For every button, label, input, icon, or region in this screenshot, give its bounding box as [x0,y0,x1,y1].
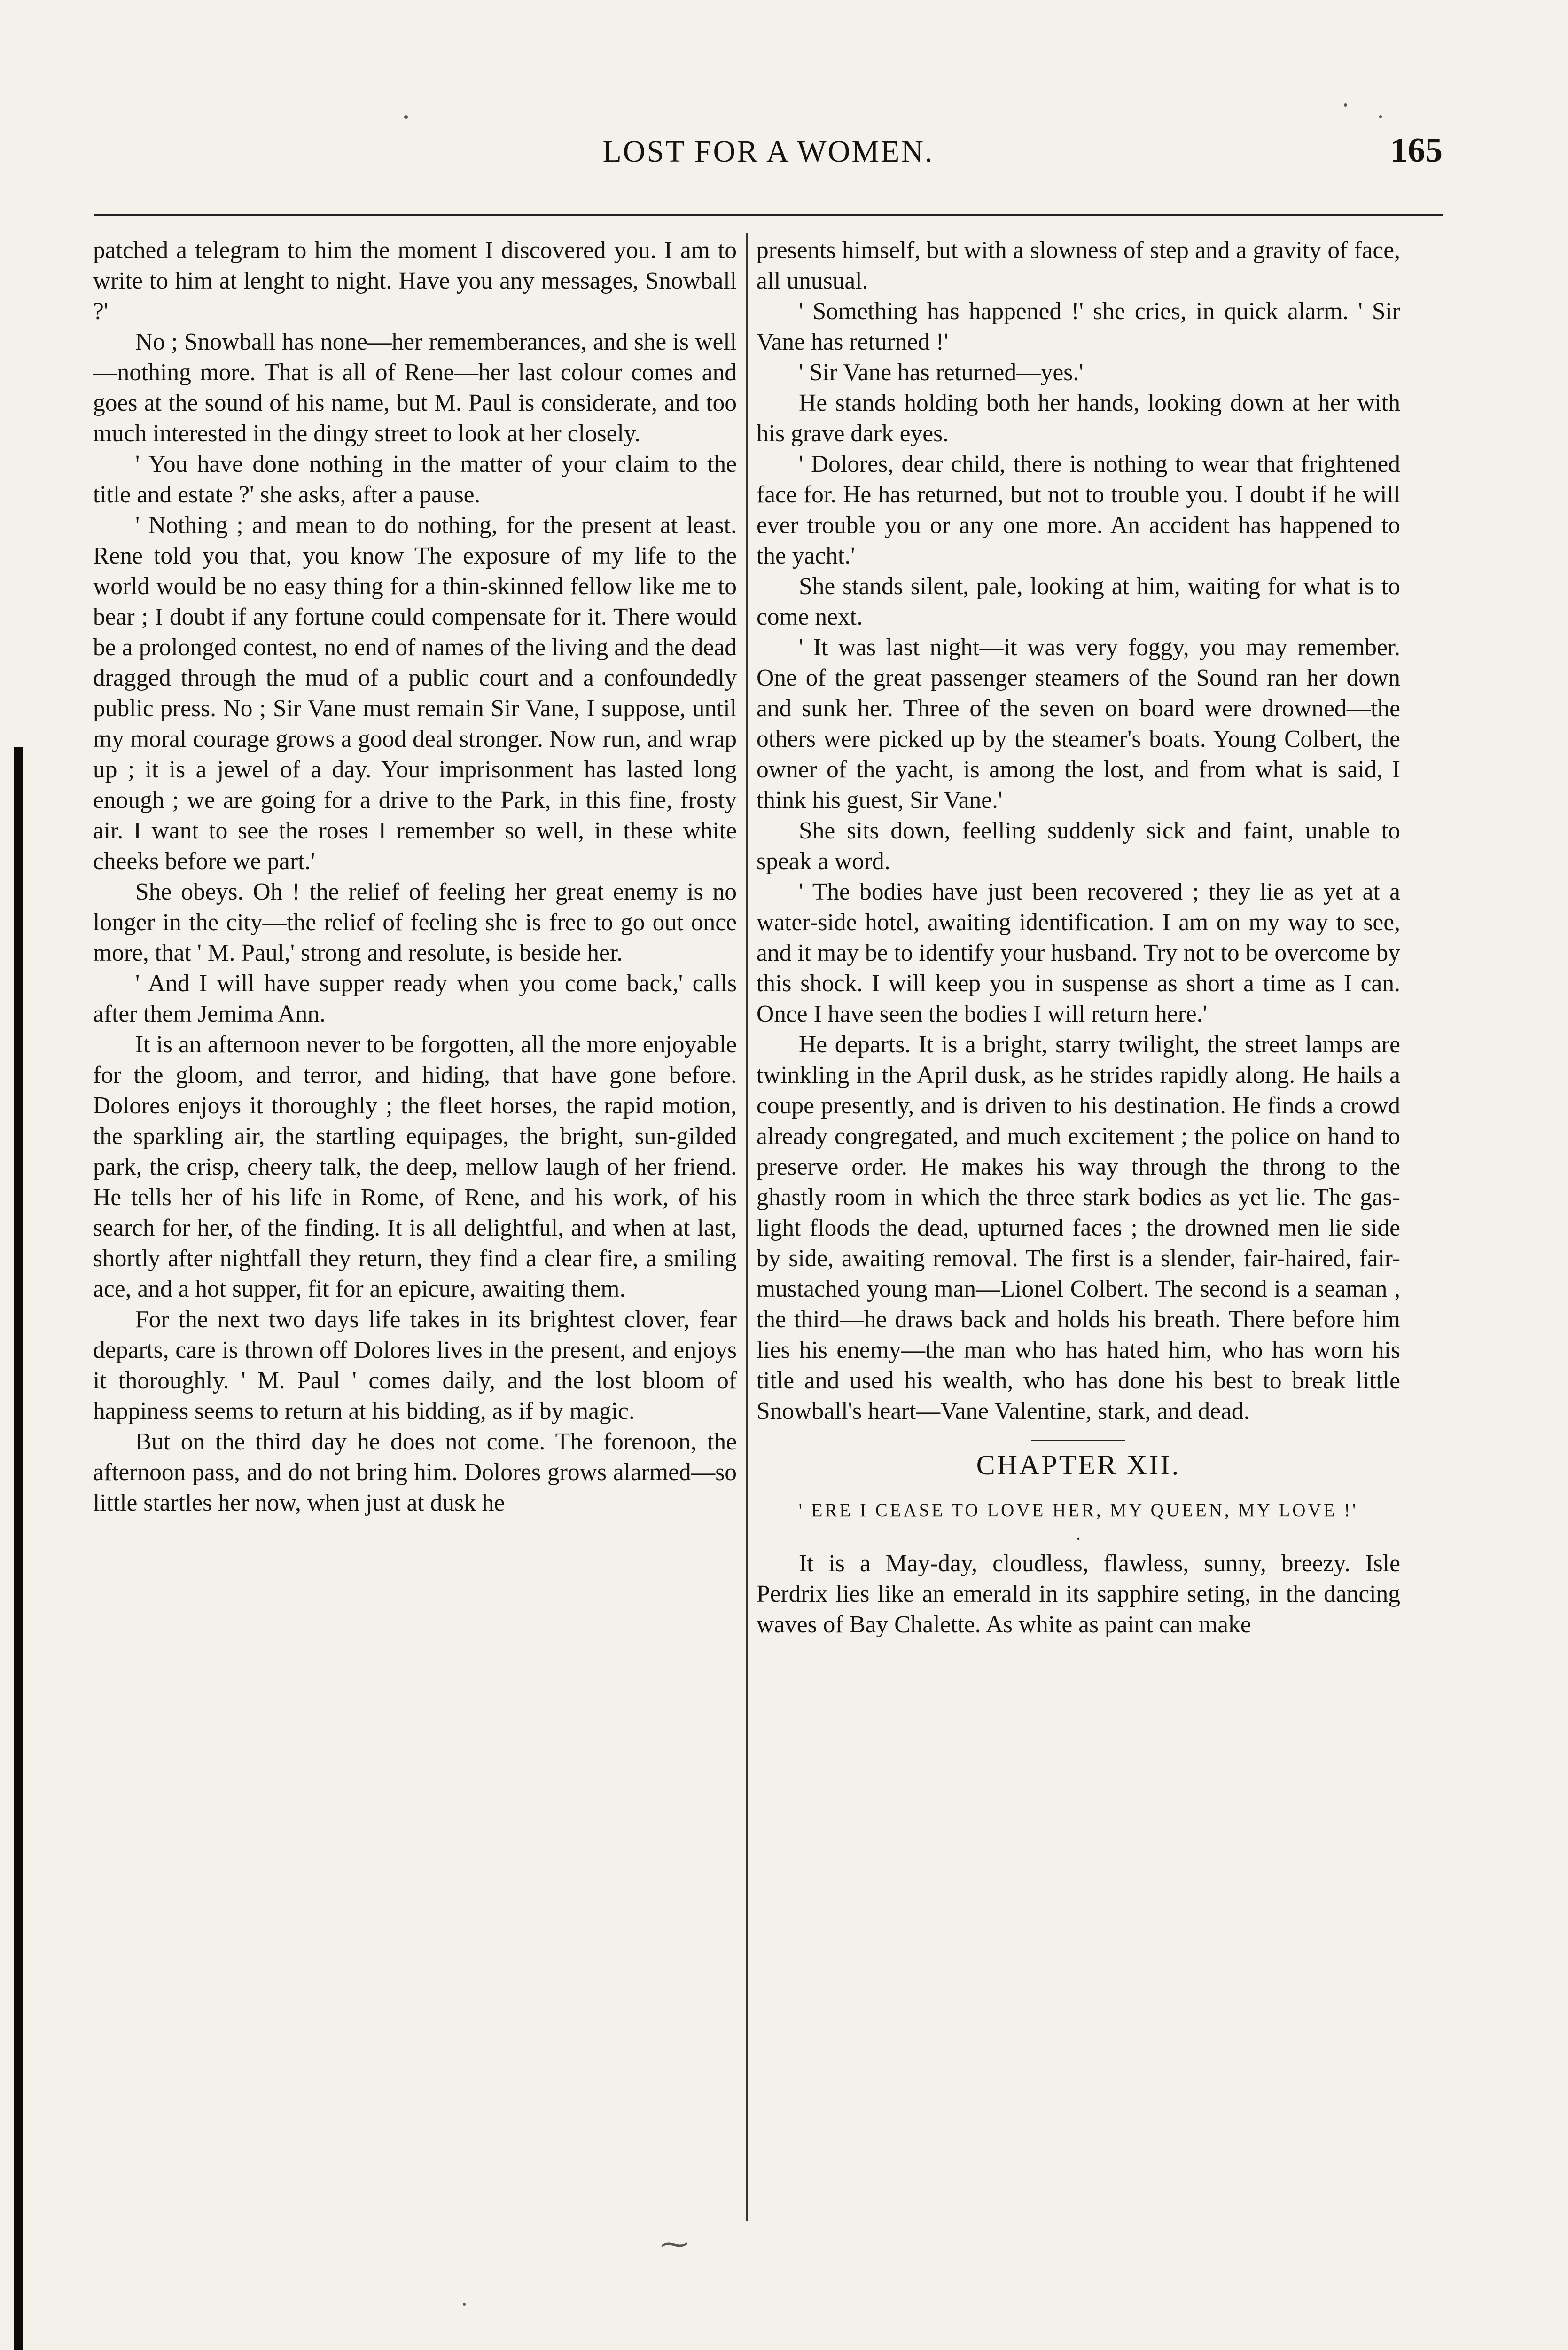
paragraph: ' Nothing ; and mean to do nothing, for the present at least. Rene told you that, you know The exposure of my life to the world would be no easy thing for a thin-skinned fellow like me to bear ; I doubt if any fortune could compensate for it. There would be a prolonged contest, no end of names of the living and the dead dragged through the mud of a public court and a confoundedly public press. No ; Sir Vane must remain Sir Vane, I suppose, until my moral courage grows a good deal stronger. Now run, and wrap up ; it is a jewel of a day. Your imprisonment has lasted long enough ; we are going for a drive to the Park, in this fine, frosty air. I want to see the roses I remember so well, in these white cheeks before we part.' [93,512,737,875]
page-number: 165 [1390,131,1443,170]
printer-mark: ⁓ [660,2229,688,2260]
binding-edge-mark [14,747,23,2350]
paragraph: patched a telegram to him the moment I discovered you. I am to write to him at lenght to night. Have you any messages, Snowball ?' [93,237,737,325]
left-column [93,235,737,1518]
column-divider [746,233,748,2221]
paragraph: But on the third day he does not come. The forenoon, the afternoon pass, and do not bring him. Dolores grows alarmed—so little startles her now, when just at dusk he [93,1428,737,1516]
paragraph: ' You have done nothing in the matter of your claim to the title and estate ?' she asks, after a pause. [93,451,737,508]
paragraph: ' The bodies have just been recovered ; they lie as yet at a water-side hotel, awaiting identification. I am on my way to see, and it may be to identify your husband. Try not to be overcome by this shock. I will keep you in suspense as short a time as I can. Once I have seen the bodies I will return here.' [757,878,1400,1027]
paragraph: It is an afternoon never to be forgotten, all the more enjoyable for the gloom, and terror, and hiding, that have gone before. Dolores enjoys it thoroughly ; the fleet horses, the rapid motion, the sparkling air, the startling equipages, the bright, sun-gilded park, the crisp, cheery talk, the deep, mellow laugh of her friend. He tells her of his life in Rome, of Rene, and his work, of his search for her, of the finding. It is all delightful, and when at last, shortly after nightfall they return, they find a clear fire, a smiling ace, and a hot supper, fit for an epicure, awaiting them. [93,1031,737,1302]
chapter-epigraph: ' ERE I CEASE TO LOVE HER, MY QUEEN, MY LOVE !' [798,1500,1358,1520]
running-head: LOST FOR A WOMEN. [602,134,934,169]
paragraph: No ; Snowball has none—her rememberances, and she is well—nothing more. That is all of Rene—her last colour comes and goes at the sound of his name, but M. Paul is considerate, and too much interested in the dingy street to look at her closely. [93,329,737,447]
paragraph: She obeys. Oh ! the relief of feeling her great enemy is no longer in the city—the relief of feeling she is free to go out once more, that ' M. Paul,' strong and resolute, is beside her. [93,878,737,966]
chapter-opening: It is a May-day, cloudless, flawless, sunny, breezy. Isle Perdrix lies like an emerald in its sapphire seting, in the dancing waves of Bay Chalette. As white as paint can make [757,1550,1400,1638]
paragraph: ' Something has happened !' she cries, in quick alarm. ' Sir Vane has returned !' [757,298,1400,355]
paper-speck [463,2303,466,2306]
chapter-rule [1031,1440,1125,1441]
paragraph: She stands silent, pale, looking at him, waiting for what is to come next. [757,573,1400,630]
paper-speck [1344,103,1347,107]
paragraph: She sits down, feelling suddenly sick and faint, unable to speak a word. [757,817,1400,875]
right-column [757,235,1400,1640]
paragraph: ' And I will have supper ready when you come back,' calls after them Jemima Ann. [93,970,737,1027]
paragraph: ' Sir Vane has returned—yes.' [799,359,1084,386]
page-header [94,118,1443,183]
paragraph: ' Dolores, dear child, there is nothing to wear that frightened face for. He has returned, but not to trouble you. I doubt if he will ever trouble you or any one more. An accident has happened to the yacht.' [757,451,1400,569]
paragraph: ' It was last night—it was very foggy, you may remember. One of the great passenger steamers of the Sound ran her down and sunk her. Three of the seven on board were drowned—the others were picked up by the steamer's boats. Young Colbert, the owner of the yacht, is among the lost, and from what is said, I think his guest, Sir Vane.' [757,634,1400,814]
flourish-ornament: · [1076,1529,1081,1548]
chapter-title: CHAPTER XII. [976,1449,1181,1480]
paper-speck [404,115,408,119]
paper-speck [1379,115,1382,118]
header-rule [94,214,1443,216]
paragraph: presents himself, but with a slowness of step and a gravity of face, all unusual. [757,237,1400,294]
paragraph: He stands holding both her hands, looking down at her with his grave dark eyes. [757,390,1400,447]
paragraph: He departs. It is a bright, starry twilight, the street lamps are twinkling in the April dusk, as he strides rapidly along. He hails a coupe presently, and is driven to his destination. He finds a crowd already congregated, and much excitement ; the police on hand to preserve order. He makes his way through the throng to the ghastly room in which the three stark bodies as yet lie. The gas-light floods the dead, upturned faces ; the drowned men lie side by side, awaiting removal. The first is a slender, fair-haired, fair-mustached young man—Lionel Colbert. The second is a seaman , the third—he draws back and holds his breath. There before him lies his enemy—the man who has hated him, who has worn his title and used his wealth, who has done his best to break little Snowball's heart—Vane Valentine, stark, and dead. [757,1031,1400,1425]
paragraph: For the next two days life takes in its brightest clover, fear departs, care is thrown off Dolores lives in the present, and enjoys it thoroughly. ' M. Paul ' comes daily, and the lost bloom of happiness seems to return at his bidding, as if by magic. [93,1306,737,1425]
